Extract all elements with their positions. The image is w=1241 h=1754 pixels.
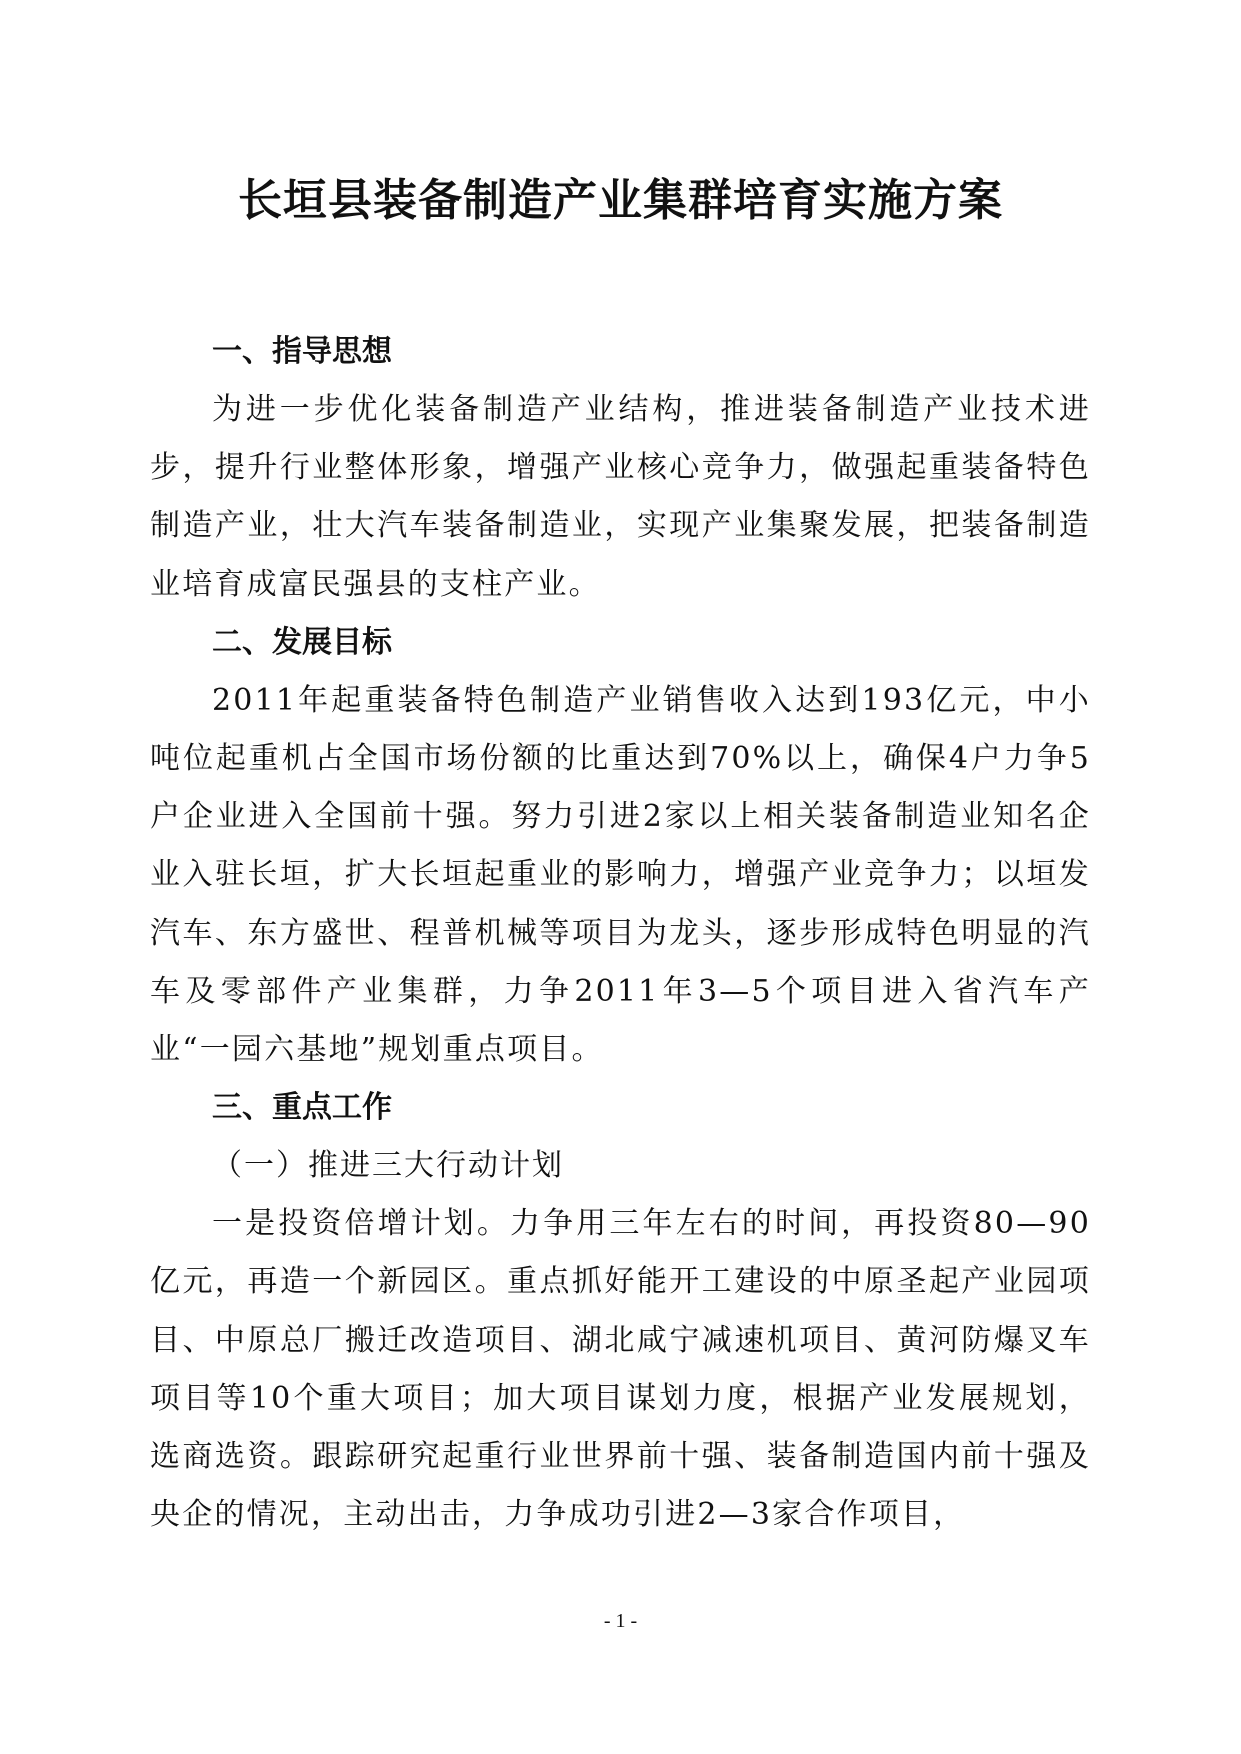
paragraph-guiding-thought: 为进一步优化装备制造产业结构，推进装备制造产业技术进步，提升行业整体形象，增强产业核心竞争力，做强起重装备特色制造产业，壮大汽车装备制造业，实现产业集聚发展，把装备制造业培育成富民强县的支柱产业。 [150, 392, 1091, 602]
paragraph-investment-plan: 一是投资倍增计划。力争用三年左右的时间，再投资80—90亿元，再造一个新园区。重点抓好能开工建设的中原圣起产业园项目、中原总厂搬迁改造项目、湖北咸宁减速机项目、黄河防爆叉车项目等10个重大项目；加大项目谋划力度，根据产业发展规划，选商选资。跟踪研究起重行业世界前十强、装备制造国内前十强及央企的情况，主动出击，力争成功引进2—3家合作项目， [150, 1206, 1091, 1533]
page-number: - 1 - [603, 1610, 638, 1632]
document-title: 长垣县装备制造产业集群培育实施方案 [238, 175, 1003, 226]
subsection-heading-action-plans: （一）推进三大行动计划 [212, 1148, 564, 1184]
section-heading-development-goals: 二、发展目标 [212, 624, 392, 660]
section-heading-guiding-thought: 一、指导思想 [212, 334, 392, 369]
section-heading-key-work: 三、重点工作 [212, 1090, 392, 1126]
document-body [150, 323, 1091, 1544]
paragraph-development-goals: 2011年起重装备特色制造产业销售收入达到193亿元，中小吨位起重机占全国市场份额的比重达到70%以上，确保4户力争5户企业进入全国前十强。努力引进2家以上相关装备制造业知名企业入驻长垣，扩大长垣起重业的影响力，增强产业竞争力；以垣发汽车、东方盛世、程普机械等项目为龙头，逐步形成特色明显的汽车及零部件产业集群，力争2011年3—5个项目进入省汽车产业“一园六基地”规划重点项目。 [150, 682, 1091, 1068]
